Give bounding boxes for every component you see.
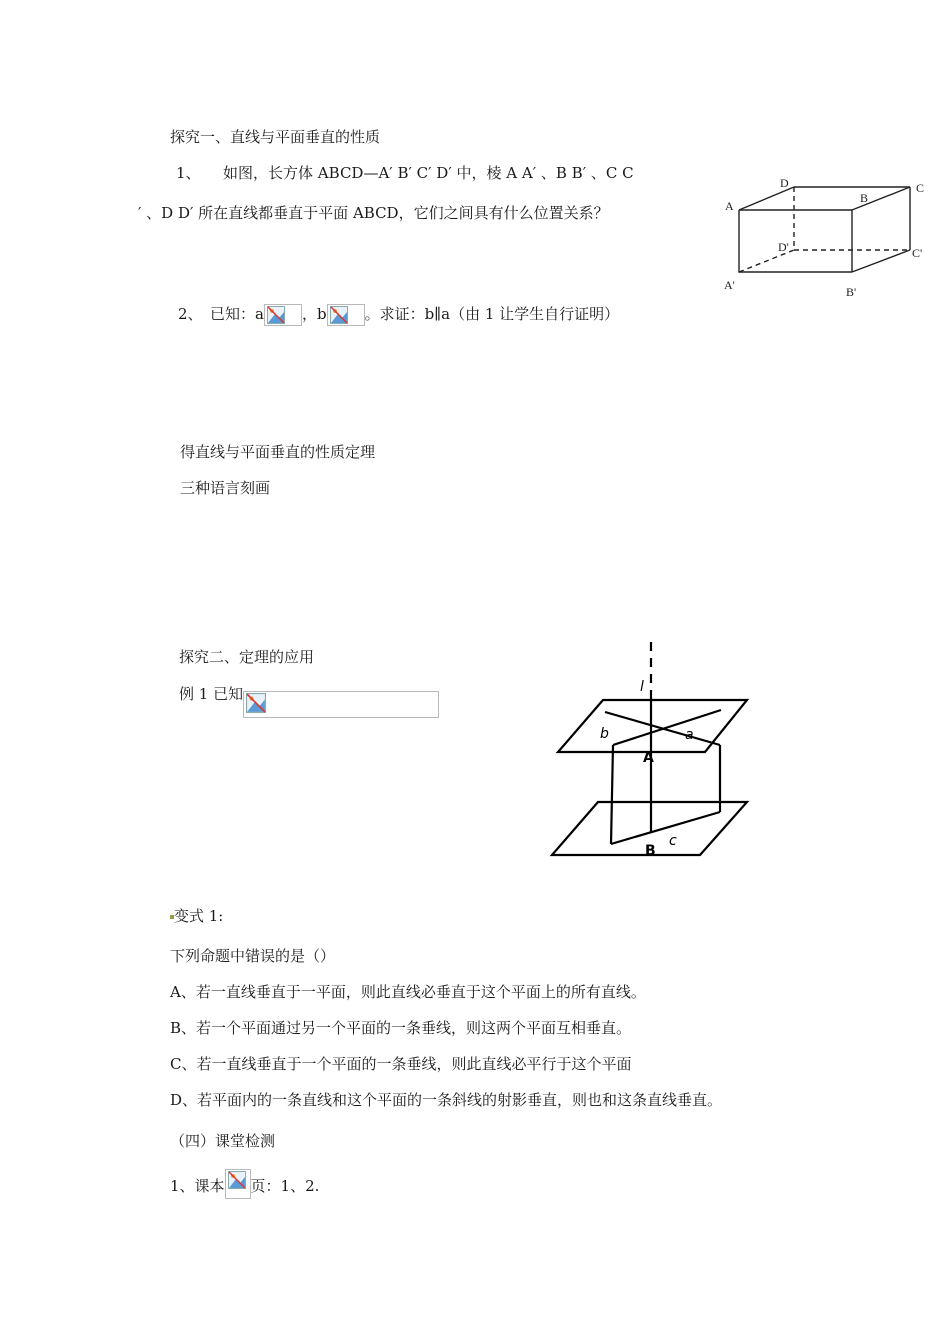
label-B-prime: B' [846, 285, 857, 299]
question-2-suffix: 。求证：b∥a（由 1 让学生自行证明） [364, 305, 620, 323]
question-1-line1: 1、 如图，长方体 ABCD—A′ B′ C′ D′ 中，棱 A A′ 、B B′ 、C C [176, 164, 634, 182]
option-d: D、若平面内的一条直线和这个平面的一条斜线的射影垂直，则也和这条直线垂直。 [170, 1091, 723, 1109]
question-2-mid: ，b [302, 305, 327, 323]
section4-title: （四）课堂检测 [170, 1132, 276, 1150]
section1-title: 探究一、直线与平面垂直的性质 [170, 128, 381, 146]
label-C: C [916, 181, 925, 195]
cuboid-figure [718, 170, 933, 305]
theorem-heading: 得直线与平面垂直的性质定理 [180, 443, 376, 461]
label-A: A [725, 199, 734, 213]
question-2 [178, 304, 619, 326]
label-c: c [669, 833, 677, 849]
section2-title: 探究二、定理的应用 [179, 648, 315, 666]
example-1-label: 例 1 已知 [179, 685, 244, 703]
option-a: A、若一直线垂直于一平面，则此直线必垂直于这个平面上的所有直线。 [170, 983, 646, 1001]
label-B-point: B [645, 843, 656, 859]
homework-item-1 [170, 1169, 319, 1199]
broken-image-icon [327, 304, 365, 326]
question-1-line2: ′ 、D D′ 所在直线都垂直于平面 ABCD，它们之间具有什么位置关系？ [138, 204, 609, 222]
label-b: b [600, 726, 609, 742]
label-A-point: A [643, 750, 654, 766]
variant-question: 下列命题中错误的是（） [170, 947, 336, 965]
label-C-prime: C' [912, 246, 923, 260]
variant-title-text: 变式 1: [174, 907, 224, 925]
broken-image-icon [225, 1169, 251, 1199]
homework-prefix: 1、课本 [170, 1177, 225, 1195]
variant-title [170, 906, 223, 926]
planes-figure [545, 640, 755, 865]
label-D: D [780, 176, 789, 190]
label-a: a [685, 727, 694, 743]
example-1 [179, 684, 243, 704]
option-b: B、若一个平面通过另一个平面的一条垂线，则这两个平面互相垂直。 [170, 1019, 632, 1037]
option-c: C、若一直线垂直于一个平面的一条垂线，则此直线必平行于这个平面 [170, 1055, 632, 1073]
three-languages-heading: 三种语言刻画 [180, 479, 271, 497]
label-A-prime: A' [724, 278, 735, 292]
label-D-prime: D' [778, 240, 789, 254]
label-l: l [640, 679, 644, 695]
label-B: B [860, 191, 869, 205]
example-1-image-placeholder [243, 691, 439, 718]
question-2-prefix: 2、 已知：a [178, 305, 264, 323]
broken-image-icon [264, 304, 302, 326]
homework-suffix: 页：1、2. [250, 1177, 320, 1195]
